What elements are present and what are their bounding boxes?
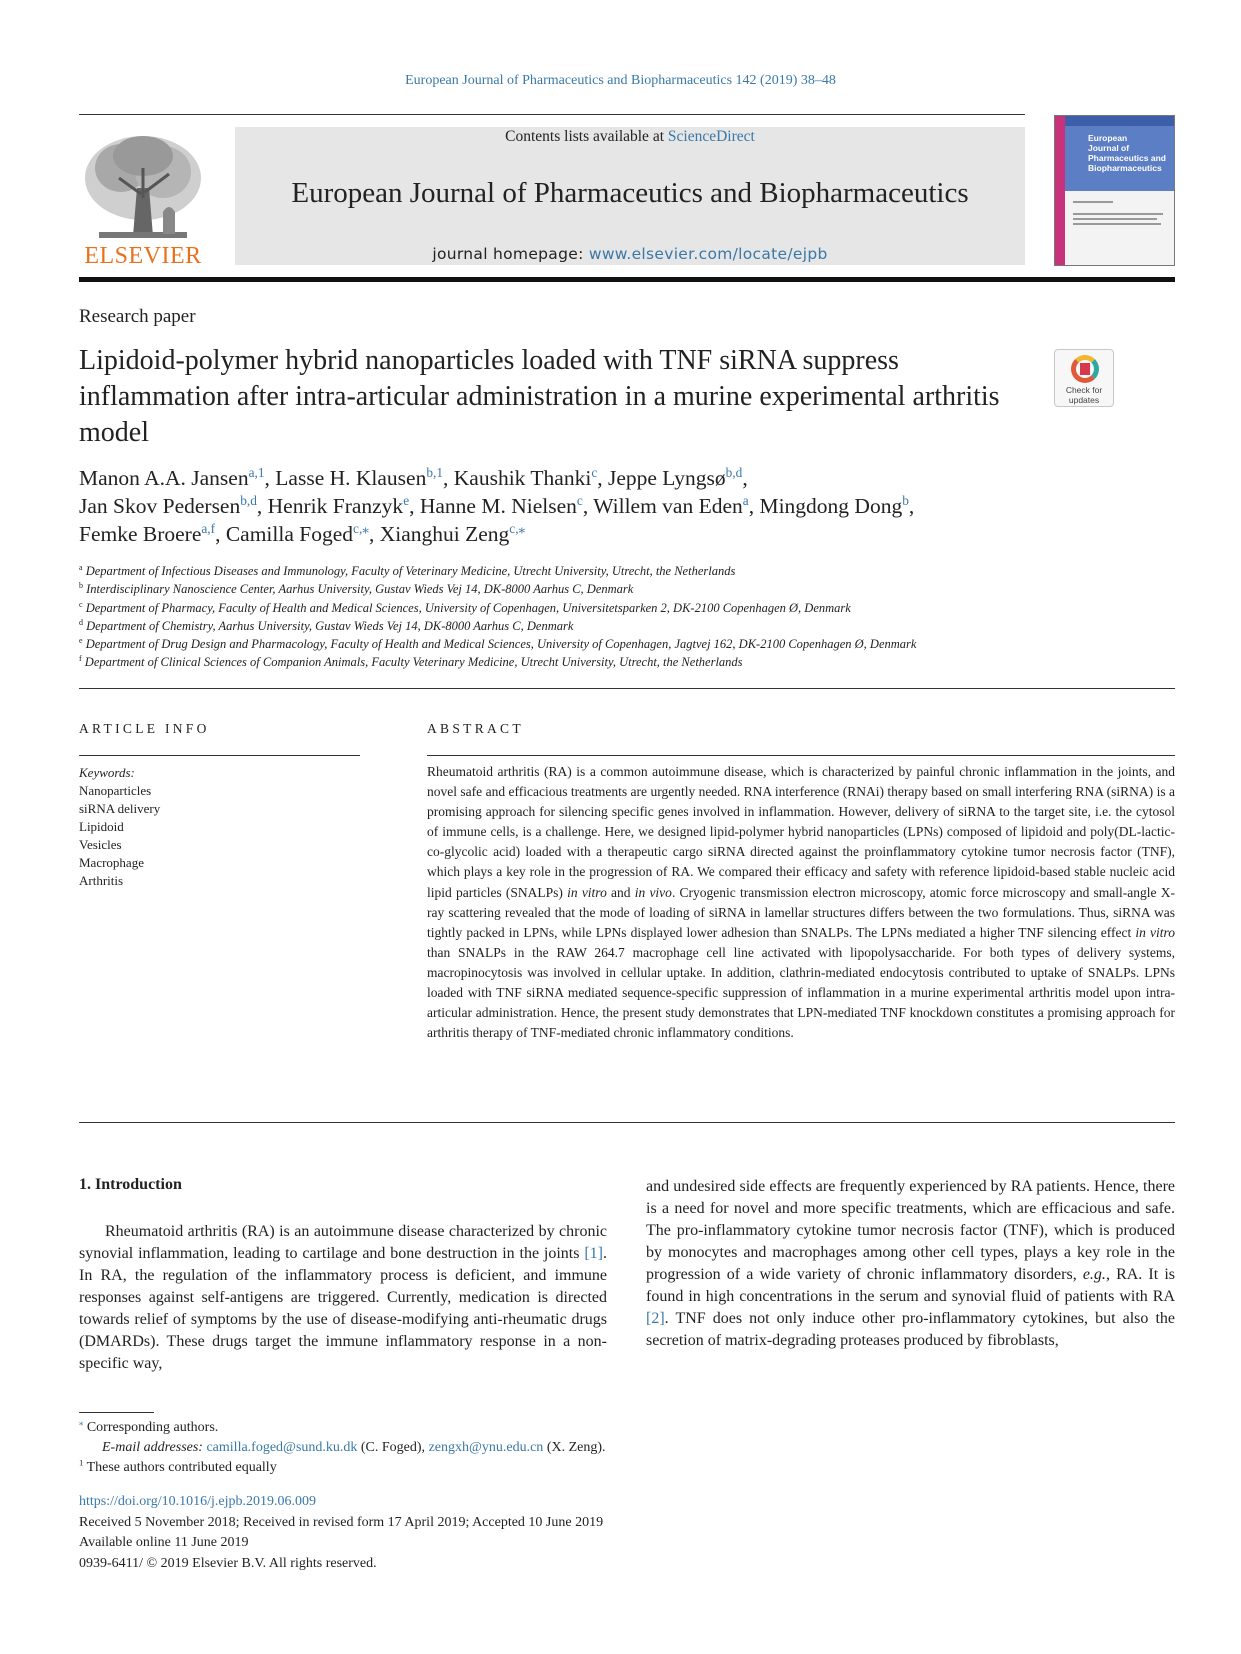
author-affiliation-mark[interactable]: b,d — [725, 464, 743, 480]
affiliation-text: Department of Infectious Diseases and Immunology, Faculty of Veterinary Medicine, Utrecht University, Utrecht, the Netherlands — [85, 564, 736, 578]
check-for-updates-label: Check for updates — [1065, 385, 1103, 405]
author-list — [79, 464, 1069, 548]
abstract-heading: ABSTRACT — [427, 721, 524, 736]
corresponding-text: Corresponding authors. — [83, 1420, 219, 1435]
author-name: Mingdong Dong — [759, 494, 903, 518]
abstract-rule — [427, 755, 1175, 756]
author-affiliation-mark[interactable]: c,⁎ — [509, 520, 526, 536]
author-separator: , — [215, 522, 226, 546]
article-info-heading: ARTICLE INFO — [79, 721, 210, 736]
affiliation-item — [79, 653, 1109, 671]
affiliation-key: b — [79, 581, 83, 591]
affiliation-text: Interdisciplinary Nanoscience Center, Aarhus University, Gustav Wieds Vej 14, DK-8000 Aarhus C, Denmark — [86, 582, 634, 597]
author-affiliation-mark[interactable]: b,1 — [426, 464, 444, 480]
homepage-link[interactable]: www.elsevier.com/locate/ejpb — [588, 245, 828, 263]
contents-prefix: Contents lists available at — [505, 128, 668, 145]
affiliation-key: c — [79, 599, 83, 609]
publication-info — [79, 1492, 603, 1574]
equal-contribution-text: These authors contributed equally — [83, 1460, 277, 1475]
footnotes — [79, 1418, 606, 1478]
corresponding-mark: ⁎ — [79, 1417, 84, 1428]
author-affiliation-mark[interactable]: a,f — [201, 520, 216, 536]
author-separator: , — [264, 466, 276, 490]
affiliation-text: Department of Clinical Sciences of Companion Animals, Faculty Veterinary Medicine, Utrecht University, Utrecht, the Netherlands — [84, 655, 743, 670]
author-separator: , — [409, 494, 420, 518]
affiliation-item — [79, 599, 1109, 617]
affiliation-key: d — [79, 617, 83, 627]
equal-contribution-mark: 1 — [79, 1457, 84, 1468]
copyright-line: 0939-6411/ © 2019 Elsevier B.V. All rights reserved. — [79, 1555, 377, 1571]
equal-contribution-note — [79, 1458, 606, 1478]
author-affiliation-mark[interactable]: c,⁎ — [353, 520, 369, 536]
author-name: Camilla Foged — [225, 522, 354, 546]
affiliation-key: f — [79, 654, 82, 664]
author-name: Lasse H. Klausen — [275, 466, 427, 490]
author-affiliation-mark[interactable]: c — [576, 492, 583, 508]
keyword-item: Arthritis — [79, 873, 124, 888]
corresponding-note — [79, 1418, 606, 1438]
author-affiliation-mark[interactable]: a,1 — [248, 464, 265, 480]
section-divider — [79, 688, 1175, 689]
author-name: Manon A.A. Jansen — [79, 466, 249, 490]
keyword-item: Nanoparticles — [79, 783, 152, 798]
introduction-left-column — [79, 1221, 607, 1375]
article-type: Research paper — [79, 306, 196, 327]
abstract-text: and — [606, 884, 635, 900]
journal-name: European Journal of Pharmaceutics and Biopharmaceutics — [291, 177, 969, 209]
author-name: Henrik Franzyk — [267, 494, 404, 518]
footnote-rule — [79, 1412, 154, 1413]
author-name: Femke Broere — [79, 522, 202, 546]
keyword-item: Vesicles — [79, 837, 122, 852]
article-info-rule — [79, 755, 360, 756]
author-separator: , — [368, 522, 380, 546]
email-link-foged[interactable]: camilla.foged@sund.ku.dk — [206, 1440, 358, 1455]
author-name: Jeppe Lyngsø — [607, 466, 726, 490]
reference-link[interactable]: [2] — [646, 1310, 665, 1327]
affiliation-key: e — [79, 636, 83, 646]
body-text: . In RA, the regulation of the inflammatory process is deficient, and immune responses against self-antigens are triggered. Currently, medication is directed towards relief of symptoms by the use of disease-modifying anti-rheumatic drugs (DMARDs). These drugs target the immune inflammatory response in a non-specific way, — [79, 1245, 607, 1372]
author-affiliation-mark[interactable]: e — [403, 492, 410, 508]
body-text: Rheumatoid arthritis (RA) is an autoimmune disease characterized by chronic synovial inflammation, leading to cartilage and bone destruction in the joints — [79, 1223, 607, 1262]
top-rule — [79, 114, 1025, 115]
author-separator: , — [256, 494, 268, 518]
affiliation-item — [79, 635, 1109, 653]
author-separator: , — [742, 466, 748, 490]
body-italic: e.g. — [1082, 1266, 1106, 1283]
affiliation-list — [79, 562, 1109, 672]
email-owner: (X. Zeng). — [543, 1440, 606, 1455]
introduction-heading: 1. Introduction — [79, 1176, 182, 1193]
body-text: . TNF does not only induce other pro-inflammatory cytokines, but also the secretion of matrix-degrading proteases produced by fibroblasts, — [646, 1310, 1175, 1349]
author-separator: , — [582, 494, 594, 518]
elsevier-wordmark[interactable]: ELSEVIER — [84, 243, 202, 269]
article-title: Lipidoid-polymer hybrid nanoparticles loaded with TNF siRNA suppress inflammation after intra-articular administration in a murine experimental arthritis model — [79, 345, 1000, 448]
cover-title: European Journal of Pharmaceutics and Biopharmaceutics — [1088, 133, 1166, 173]
check-for-updates-button[interactable] — [1054, 349, 1114, 407]
homepage-line — [235, 245, 1025, 263]
affiliation-text: Department of Drug Design and Pharmacology, Faculty of Health and Medical Sciences, University of Copenhagen, Jagtvej 162, DK-2100 Copenhagen Ø, Denmark — [85, 637, 917, 652]
header-thick-rule — [79, 277, 1175, 282]
author-separator: , — [908, 494, 915, 518]
doi-link[interactable]: https://doi.org/10.1016/j.ejpb.2019.06.009 — [79, 1494, 316, 1509]
author-affiliation-mark[interactable]: c — [591, 464, 598, 480]
email-link-zeng[interactable]: zengxh@ynu.edu.cn — [428, 1440, 544, 1455]
affiliation-text: Department of Chemistry, Aarhus University, Gustav Wieds Vej 14, DK-8000 Aarhus C, Denmark — [86, 618, 574, 633]
abstract-text: than SNALPs in the RAW 264.7 macrophage cell line activated with lipopolysaccharide. For both types of delivery systems, macropinocytosis was involved in cellular uptake. In addition, clathrin-mediated endocytosis contributed to uptake of SNALPs. LPNs loaded with TNF siRNA mediated sequence-specific suppression of inflammation in a murine experimental arthritis model upon intra-articular administration. Hence, the present study demonstrates that LPN-mediated TNF knockdown constitutes a promising approach for arthritis therapy of TNF-mediated chronic inflammatory conditions. — [427, 944, 1175, 1041]
body-text: , RA. It is found in high concentrations in the serum and synovial fluid of patients with RA — [646, 1266, 1176, 1305]
email-owner: (C. Foged), — [357, 1440, 429, 1455]
affiliation-text: Department of Pharmacy, Faculty of Health and Medical Sciences, University of Copenhagen, Universitetsparken 2, DK-2100 Copenhagen Ø, Denmark — [85, 600, 851, 615]
author-separator: , — [748, 494, 760, 518]
abstract-body — [427, 762, 1175, 1043]
abstract-italic: in vivo — [634, 884, 672, 900]
affiliation-item — [79, 617, 1109, 635]
abstract-italic: in vitro — [567, 884, 607, 900]
sciencedirect-link[interactable]: ScienceDirect — [667, 128, 755, 145]
author-name: Xianghui Zeng — [379, 522, 510, 546]
affiliation-item — [79, 562, 1109, 580]
abstract-text: . Cryogenic transmission electron microscopy, atomic force microscopy and small-angle X-ray scattering revealed that the mode of loading of siRNA in lamellar structures differs between the two formulations. Thus, siRNA was tightly packed in LPNs, while LPNs displayed lower adhesion than SNALPs. The LPNs mediated a higher TNF silencing effect — [427, 884, 1175, 940]
keyword-item: siRNA delivery — [79, 801, 161, 816]
author-name: Kaushik Thanki — [453, 466, 592, 490]
author-affiliation-mark[interactable]: a — [742, 492, 749, 508]
affiliation-key: a — [79, 562, 83, 572]
contents-line — [235, 128, 1025, 146]
received-dates: Received 5 November 2018; Received in revised form 17 April 2019; Accepted 10 June 2019 — [79, 1514, 604, 1530]
keyword-list — [79, 764, 160, 890]
author-name: Jan Skov Pedersen — [79, 494, 241, 518]
homepage-prefix: journal homepage: — [432, 245, 589, 263]
email-label: E-mail addresses: — [102, 1440, 207, 1455]
author-separator: , — [597, 466, 608, 490]
author-name: Willem van Eden — [593, 494, 743, 518]
email-note — [79, 1438, 606, 1458]
reference-link[interactable]: [1] — [584, 1245, 603, 1262]
author-affiliation-mark[interactable]: b — [902, 492, 909, 508]
affiliation-item — [79, 580, 1109, 598]
body-text: and undesired side effects are frequently experienced by RA patients. Hence, there is a need for novel and more specific treatments, which are efficacious and safe. The pro-inflammatory cytokine tumor necrosis factor (TNF), which is produced by monocytes and macrophages among other cell types, plays a key role in the progression of a wide variety of chronic inflammatory disorders, — [646, 1178, 1175, 1283]
section-divider — [79, 1122, 1175, 1123]
author-affiliation-mark[interactable]: b,d — [240, 492, 257, 508]
abstract-italic: in vitro — [1135, 924, 1175, 940]
abstract-text: Rheumatoid arthritis (RA) is a common autoimmune disease, which is characterized by painful chronic inflammation in the joints, and novel safe and efficacious treatments are urgently needed. RNA interference (RNAi) therapy based on small interfering RNA (siRNA) is a promising approach for silencing specific genes involved in inflammation. However, delivery of siRNA to the target site, i.e. the cytosol of immune cells, is a challenge. Here, we designed lipid-polymer hybrid nanoparticles (LPNs) composed of lipidoid and poly(DL-lactic-co-glycolic acid) loaded with a therapeutic cargo siRNA directed against the proinflammatory cytokine tumor necrosis factor (TNF), which plays a key role in the progression of RA. We compared their efficacy and safety with reference lipidoid-based stable nucleic acid lipid particles (SNALPs) — [427, 764, 1175, 900]
available-online: Available online 11 June 2019 — [79, 1535, 249, 1550]
journal-citation[interactable]: European Journal of Pharmaceutics and Biopharmaceutics 142 (2019) 38–48 — [405, 73, 836, 88]
author-name: Hanne M. Nielsen — [419, 494, 577, 518]
keyword-item: Macrophage — [79, 855, 144, 870]
keyword-item: Lipidoid — [79, 819, 124, 834]
author-separator: , — [443, 466, 454, 490]
keywords-label: Keywords: — [79, 765, 135, 780]
journal-cover-thumbnail[interactable] — [1054, 115, 1175, 266]
introduction-right-column — [646, 1176, 1175, 1352]
